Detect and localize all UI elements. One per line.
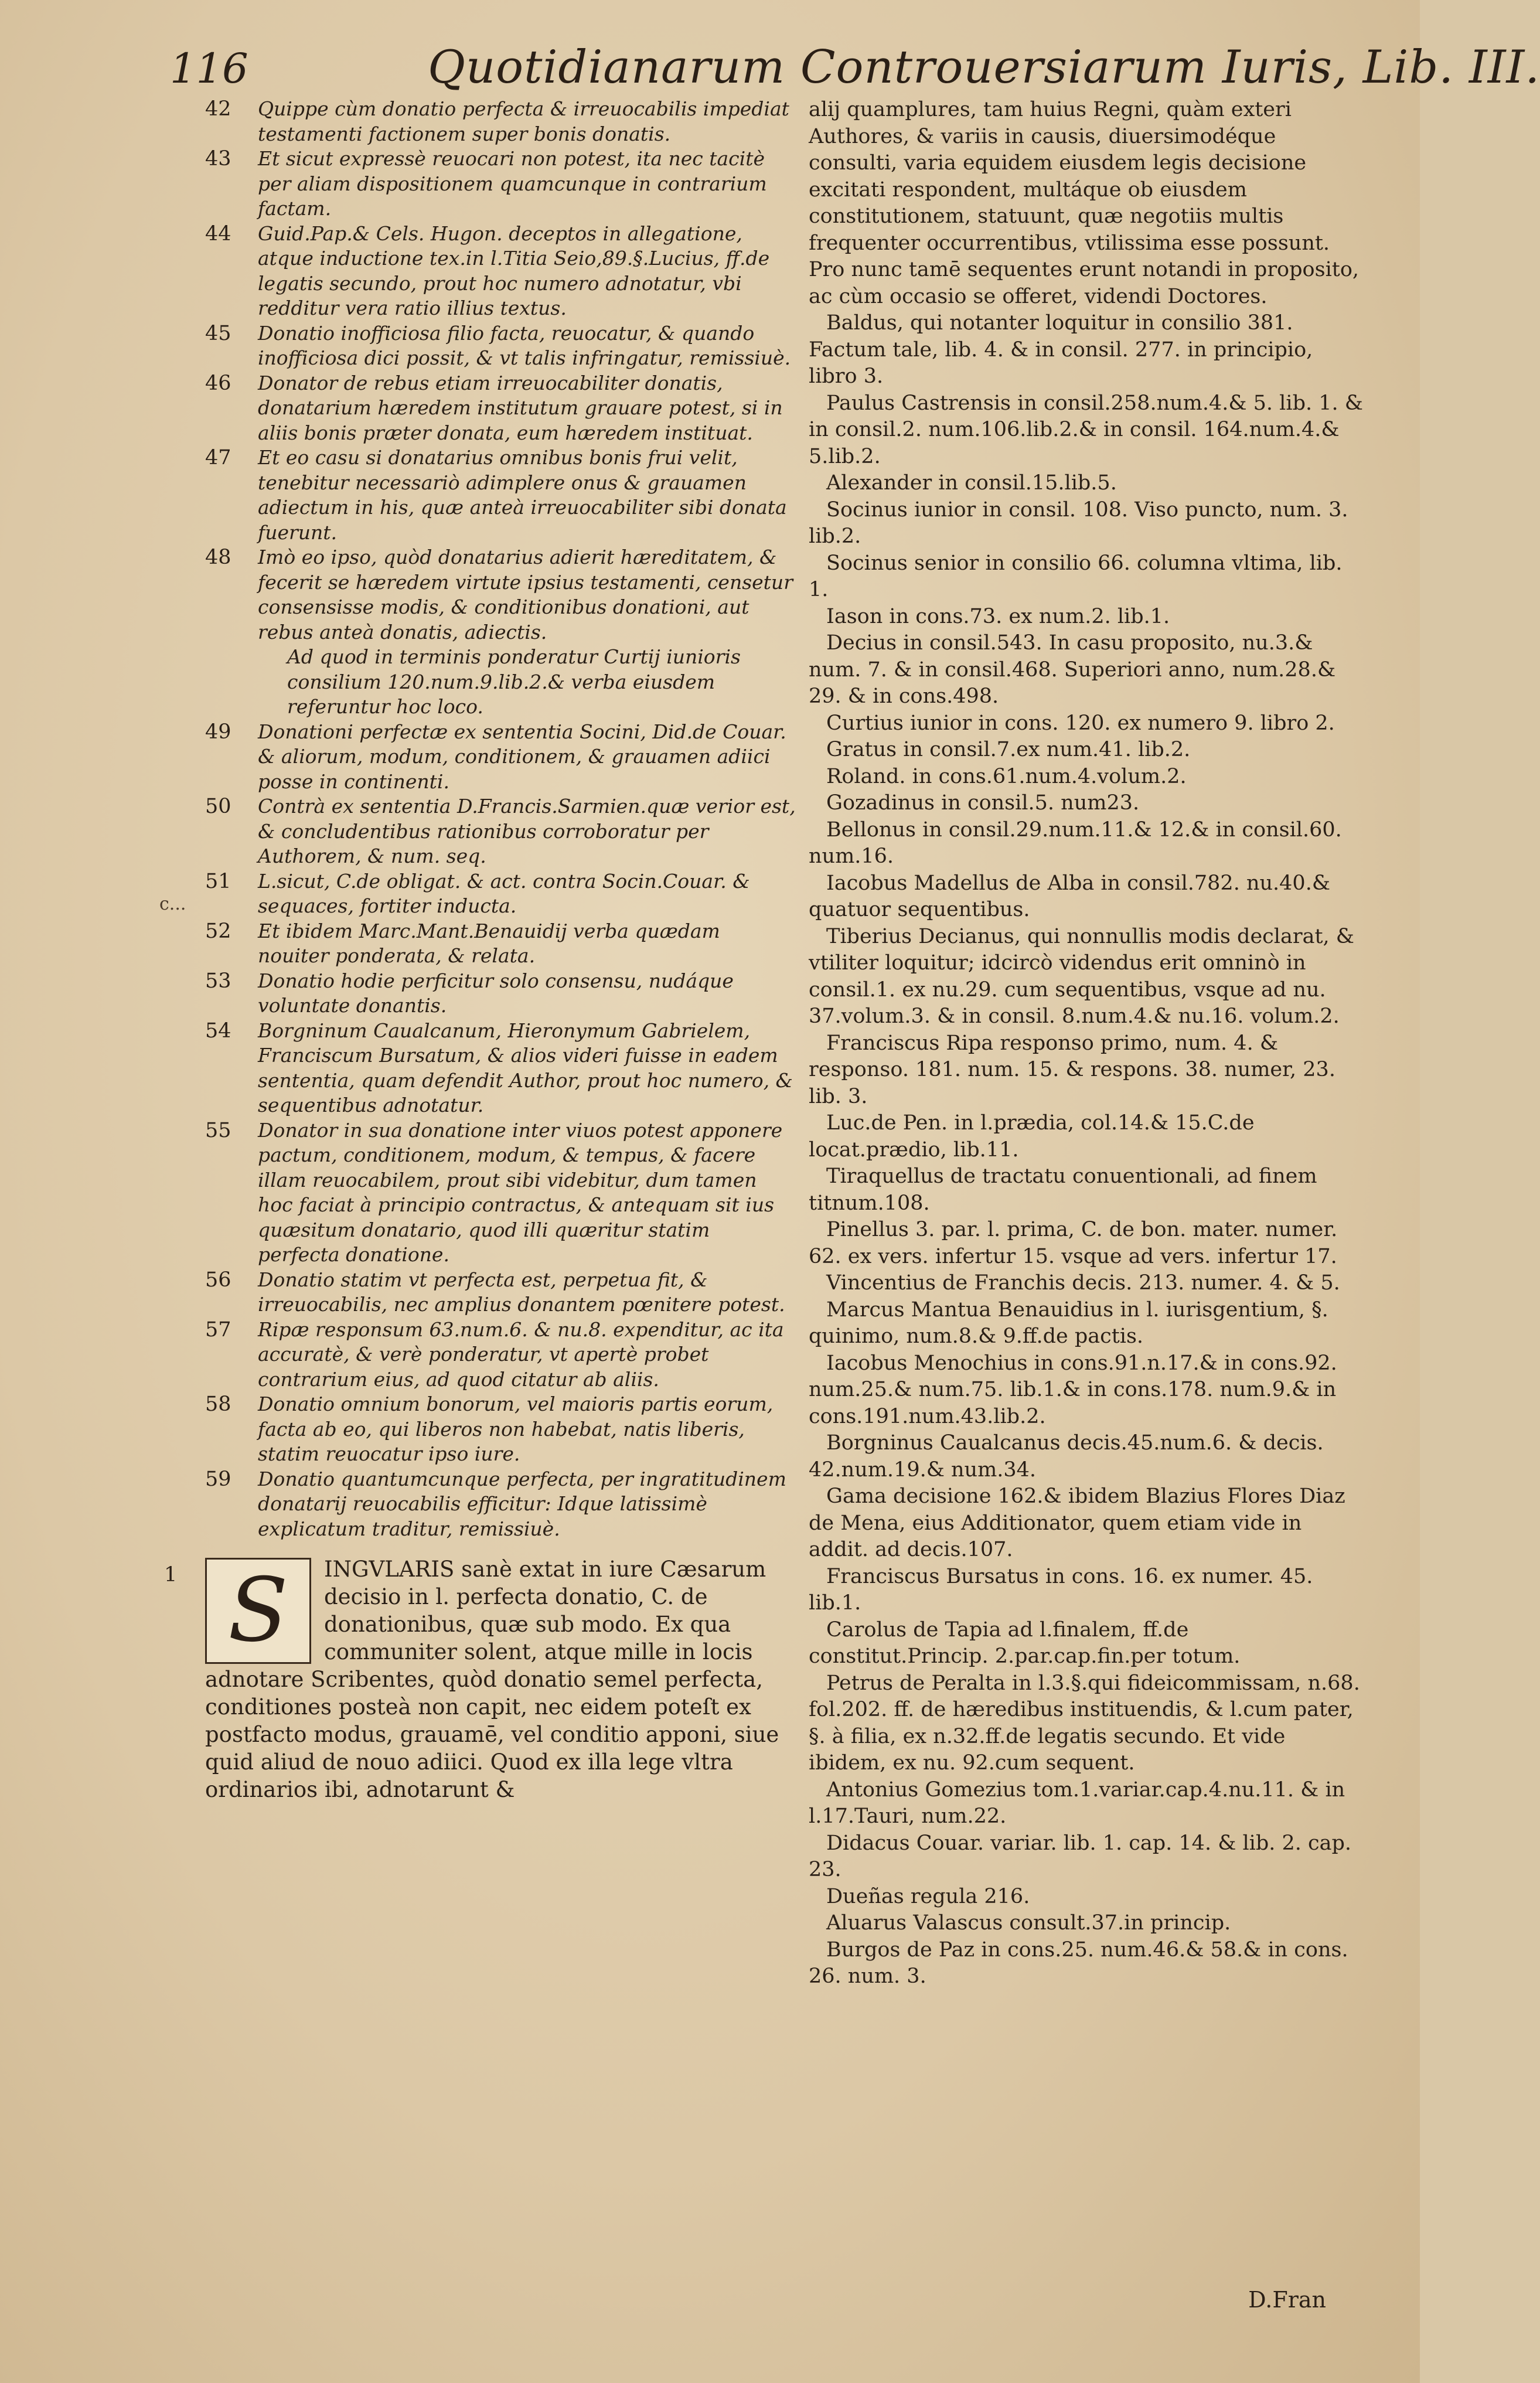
reference-entry: Petrus de Peralta in l.3.§.qui fideicommissam, n.68. fol.202. ff. de hæredibus instituendis, & l.cum pater, §. à filia, ex n.32.ff.de legatis secundo. Et vide ibidem, ex nu. 92.cum sequent. [809, 1671, 1360, 1775]
summary-entry [205, 869, 797, 919]
summary-entry [205, 720, 797, 795]
reference-entry: Gozadinus in consil.5. num23. [826, 791, 1140, 815]
summary-entry [205, 919, 797, 969]
summary-text: Et ibidem Marc.Mant.Benauidij verba quædam nouiter ponderata, & relata. [258, 919, 720, 967]
summary-entry [205, 97, 797, 147]
margin-mark: c... [159, 894, 186, 914]
reference-entry: Borgninus Caualcanus decis.45.num.6. & decis. 42.num.19.& num.34. [809, 1431, 1324, 1482]
page-header [170, 41, 1540, 105]
summary-number: 42 [205, 97, 231, 121]
summary-text: Et eo casu si donatarius omnibus bonis frui velit, tenebitur necessariò adimplere onus & grauamen adiectum in his, quæ anteà irreuocabiliter sibi donata fuerunt. [258, 446, 787, 544]
summary-entry [205, 545, 797, 645]
summary-number: 53 [205, 969, 231, 993]
reference-entry: Baldus, qui notanter loquitur in consilio 381. Factum tale, lib. 4. & in consil. 277. in principio, libro 3. [809, 311, 1313, 388]
summary-number: 54 [205, 1019, 231, 1043]
reference-entry: Socinus iunior in consil. 108. Viso puncto, num. 3. lib.2. [809, 498, 1348, 548]
body-paragraph: INGVLARIS sanè extat in iure Cæsarum decisio in l. perfecta donatio, C. de donationibus, quæ sub modo. Ex qua communiter solent, atque mille in locis adnotare Scribentes, quòd donatio semel perfecta, conditiones posteà non capit, nec eidem poteſt ex postfacto modus, grauamē, vel conditio apponi, siue quid aliud de nouo adiici. Quod ex illa lege vltra ordinarios ibi, adnotarunt & [205, 1557, 779, 1802]
summary-number: 56 [205, 1268, 231, 1292]
summary-entry [205, 969, 797, 1019]
right-column [809, 97, 1365, 1990]
reference-entry: Dueñas regula 216. [826, 1884, 1030, 1908]
summary-entry [205, 445, 797, 545]
summary-text: Imò eo ipso, quòd donatarius adierit hæreditatem, & fecerit se hæredem virtute ipsius testamenti, censetur consensisse modis, & conditionibus donationi, aut rebus anteà donatis, adiectis. [258, 546, 793, 644]
reference-entry: Tiberius Decianus, qui nonnullis modis declarat, & vtiliter loquitur; idcircò videndus erit omninò in consil.1. ex nu.29. cum sequentibus, vsque ad nu. 37.volum.3. & in consil. 8.num.4.& nu.16. volum.2. [809, 924, 1354, 1028]
summary-number: 57 [205, 1318, 231, 1342]
summary-number: 46 [205, 371, 231, 395]
summary-number: 45 [205, 321, 231, 345]
summary-text: Donator in sua donatione inter viuos potest apponere pactum, conditionem, modum, & tempus, & facere illam reuocabilem, prout sibi videbitur, dum tamen hoc faciat à principio contractus, & antequam sit ius quæsitum donatario, quod illi quæritur statim perfecta donatione. [258, 1118, 783, 1266]
reference-entry: Burgos de Paz in cons.25. num.46.& 58.& in cons. 26. num. 3. [809, 1938, 1348, 1988]
summary-text: Donatio hodie perficitur solo consensu, nudáque voluntate donantis. [258, 969, 734, 1017]
reference-entry: Decius in consil.543. In casu proposito, nu.3.& num. 7. & in consil.468. Superiori anno, num.28.& 29. & in cons.498. [809, 631, 1336, 708]
reference-entry: Curtius iunior in cons. 120. ex numero 9. libro 2. [826, 711, 1335, 735]
summary-text: Ad quod in terminis ponderatur Curtij iunioris consilium 120.num.9.lib.2.& verba eiusdem referuntur hoc loco. [287, 645, 741, 718]
reference-list [809, 97, 1365, 1990]
summary-entry [205, 147, 797, 222]
reference-entry: Aluarus Valascus consult.37.in princip. [826, 1911, 1231, 1935]
summary-text: Ripæ responsum 63.num.6. & nu.8. expenditur, ac ita accuratè, & verè ponderatur, vt apertè probet contrarium eius, ad quod citatur ab aliis. [258, 1318, 784, 1391]
reference-entry: Bellonus in consil.29.num.11.& 12.& in consil.60. num.16. [809, 818, 1342, 868]
summary-text: Donatio omnium bonorum, vel maioris partis eorum, facta ab eo, qui liberos non habebat, natis liberis, statim reuocatur ipso iure. [258, 1393, 774, 1465]
reference-entry: alij quamplures, tam huius Regni, quàm exteri Authores, & variis in causis, diuersimodéque consulti, varia equidem eiusdem legis decisione excitati respondent, multáque ob eiusdem constitutionem, statuunt, quæ negotiis multis frequenter occurrentibus, vtilissima esse possunt. Pro nunc tamē sequentes erunt notandi in proposito, ac cùm occasio se offeret, videndi Doctores. [809, 98, 1360, 308]
summary-text: Et sicut expressè reuocari non potest, ita nec tacitè per aliam dispositionem quamcunque in contrarium factam. [258, 147, 767, 220]
reference-entry: Franciscus Ripa responso primo, num. 4. & responso. 181. num. 15. & respons. 38. numer, 23. lib. 3. [809, 1031, 1335, 1108]
summary-entry [205, 1019, 797, 1118]
summary-text: Donationi perfectæ ex sententia Socini, Did.de Couar. & aliorum, modum, conditionem, & grauamen adiici posse in continenti. [258, 720, 786, 793]
reference-entry: Iacobus Menochius in cons.91.n.17.& in cons.92. num.25.& num.75. lib.1.& in cons.178. num.9.& in cons.191.num.43.lib.2. [809, 1351, 1337, 1428]
summary-entry [205, 222, 797, 321]
reference-entry: Vincentius de Franchis decis. 213. numer. 4. & 5. [826, 1271, 1340, 1295]
summary-entry [205, 1268, 797, 1318]
summary-number: 51 [205, 869, 231, 893]
summary-number: 44 [205, 222, 231, 246]
reference-entry: Roland. in cons.61.num.4.volum.2. [826, 764, 1187, 788]
summary-entry [205, 321, 797, 371]
summary-text: Donatio quantumcunque perfecta, per ingratitudinem donatarij reuocabilis efficitur: Idque latissimè explicatum traditur, remissiuè. [258, 1467, 786, 1540]
summary-entry [205, 794, 797, 869]
reference-entry: Gama decisione 162.& ibidem Blazius Flores Diaz de Mena, eius Additionator, quem etiam vide in addit. ad decis.107. [809, 1485, 1345, 1561]
paragraph-marker: 1 [164, 1563, 178, 1587]
left-column [164, 97, 797, 1803]
summary-entry [205, 1392, 797, 1467]
summary-entry [205, 371, 797, 446]
page-number: 116 [170, 45, 248, 93]
reference-entry: Iacobus Madellus de Alba in consil.782. nu.40.& quatuor sequentibus. [809, 871, 1330, 921]
reference-entry: Marcus Mantua Benauidius in l. iurisgentium, §. quinimo, num.8.& 9.ff.de pactis. [809, 1298, 1328, 1348]
summary-text: Donatio inofficiosa filio facta, reuocatur, & quando inofficiosa dici possit, & vt talis infringatur, remissiuè. [258, 321, 791, 369]
summary-number: 55 [205, 1118, 231, 1142]
summary-text: Donatio statim vt perfecta est, perpetua fit, & irreuocabilis, nec amplius donantem pœnitere potest. [258, 1268, 785, 1316]
summary-number: 59 [205, 1467, 231, 1491]
summary-text: L.sicut, C.de obligat. & act. contra Socin.Couar. & sequaces, fortiter inducta. [258, 869, 750, 917]
summary-entry [205, 1118, 797, 1268]
running-title: Quotidianarum Controuersiarum Iuris, Lib. III. [428, 41, 1540, 94]
summary-text: Donator de rebus etiam irreuocabiliter donatis, donatarium hæredem institutum grauare potest, si in aliis bonis præter donata, eum hæredem instituat. [258, 371, 783, 444]
reference-entry: Luc.de Pen. in l.prædia, col.14.& 15.C.de locat.prædio, lib.11. [809, 1111, 1255, 1162]
main-body [164, 1555, 797, 1803]
dropcap-initial: S [205, 1558, 311, 1664]
summary-entry [205, 1318, 797, 1393]
summary-number: 43 [205, 147, 231, 171]
summary-text: Quippe cùm donatio perfecta & irreuocabilis impediat testamenti factionem super bonis donatis. [258, 97, 789, 145]
summary-number: 49 [205, 720, 231, 744]
reference-entry: Paulus Castrensis in consil.258.num.4.& 5. lib. 1. & in consil.2. num.106.lib.2.& in consil. 164.num.4.& 5.lib.2. [809, 391, 1363, 468]
reference-entry: Carolus de Tapia ad l.finalem, ff.de constitut.Princip. 2.par.cap.fin.per totum. [809, 1618, 1241, 1668]
reference-entry: Socinus senior in consilio 66. columna vltima, lib. 1. [809, 551, 1343, 601]
reference-entry: Franciscus Bursatus in cons. 16. ex numer. 45. lib.1. [809, 1564, 1313, 1615]
reference-entry: Pinellus 3. par. l. prima, C. de bon. mater. numer. 62. ex vers. infertur 15. vsque ad vers. infertur 17. [809, 1218, 1338, 1268]
summary-number: 58 [205, 1393, 231, 1416]
summary-text: Borgninum Caualcanum, Hieronymum Gabrielem, Franciscum Bursatum, & alios videri fuisse in eadem sententia, quam defendit Author, prout hoc numero, & sequentibus adnotatur. [258, 1019, 793, 1116]
reference-entry: Alexander in consil.15.lib.5. [826, 471, 1117, 495]
summary-text: Contrà ex sententia D.Francis.Sarmien.quæ verior est, & concludentibus rationibus corroboratur per Authorem, & num. seq. [258, 795, 796, 867]
reference-entry: Iason in cons.73. ex num.2. lib.1. [826, 604, 1170, 628]
reference-entry: Gratus in consil.7.ex num.41. lib.2. [826, 738, 1191, 761]
catchword: D.Fran [1248, 2287, 1326, 2313]
summary-text: Guid.Pap.& Cels. Hugon. deceptos in allegatione, atque inductione tex.in l.Titia Seio,89.§.Lucius, ff.de legatis secundo, prout hoc numero adnotatur, vbi redditur vera ratio illius textus. [258, 222, 770, 319]
summary-entry [205, 1467, 797, 1542]
reference-entry: Didacus Couar. variar. lib. 1. cap. 14. & lib. 2. cap. 23. [809, 1831, 1352, 1881]
reference-entry: Tiraquellus de tractatu conuentionali, ad finem titnum.108. [809, 1165, 1317, 1215]
summary-number: 52 [205, 919, 231, 943]
summary-list [205, 97, 797, 1541]
reference-entry: Antonius Gomezius tom.1.variar.cap.4.nu.11. & in l.17.Tauri, num.22. [809, 1778, 1345, 1828]
summary-number: 48 [205, 546, 231, 569]
summary-number: 47 [205, 446, 231, 469]
summary-number: 50 [205, 795, 231, 818]
summary-entry [205, 645, 797, 720]
